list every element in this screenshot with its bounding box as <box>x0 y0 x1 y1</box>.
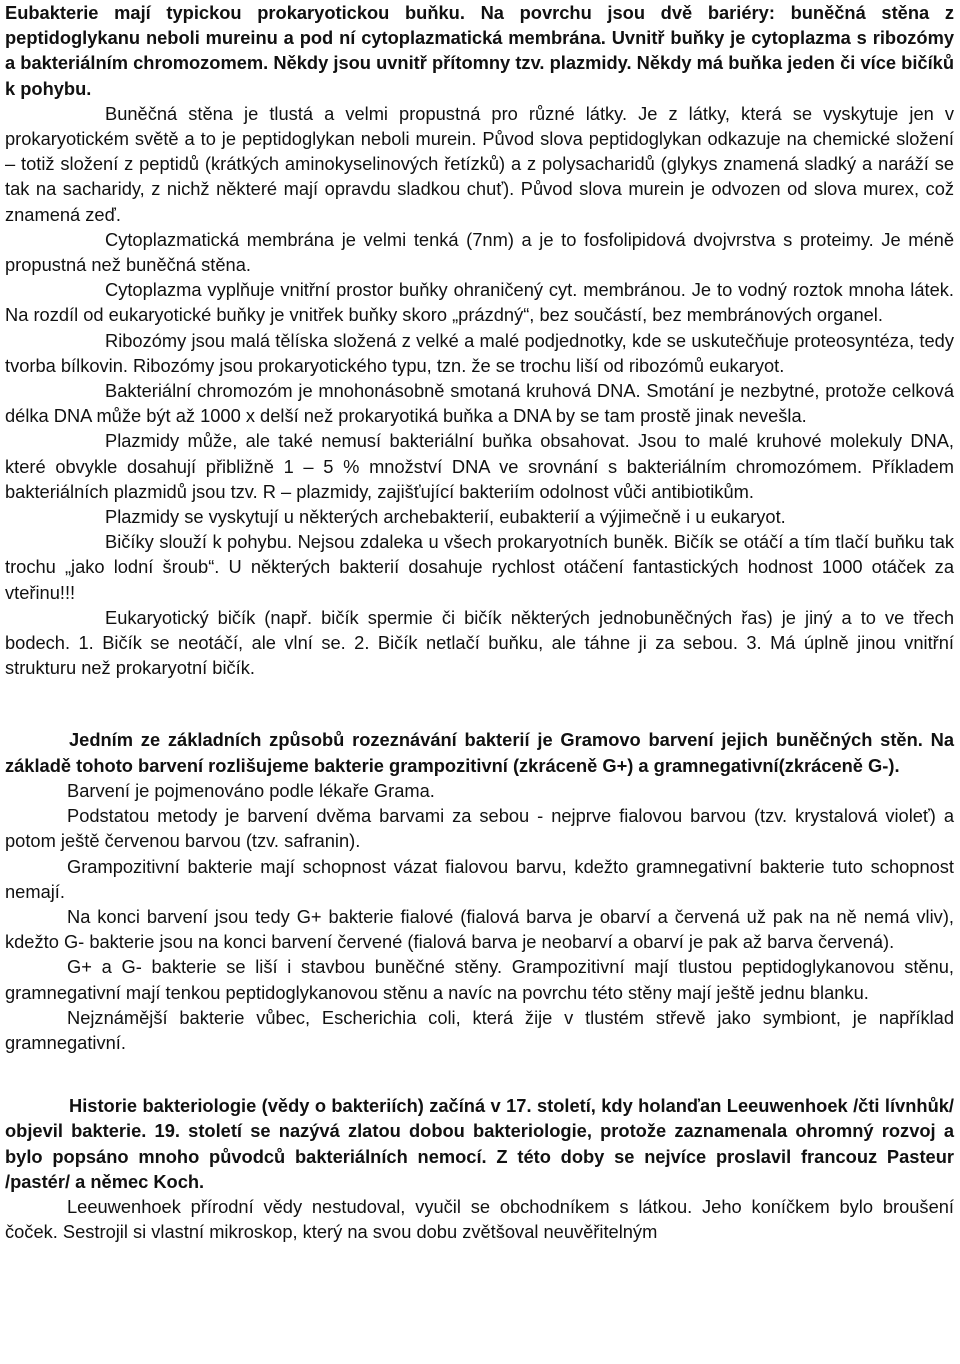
flagella-paragraph <box>5 529 954 605</box>
cytoplasm-paragraph <box>5 277 954 327</box>
gram-method-paragraph-text: Podstatou metody je barvení dvěma barvami za sebou - nejprve fialovou barvou (tzv. krystalová violeť) a potom ještě červenou barvou (tzv. safranin). <box>5 805 954 852</box>
gram-result-paragraph-text: Na konci barvení jsou tedy G+ bakterie fialové (fialová barva je obarví a červená už pak na ně nemá vliv), kdežto G- bakterie jsou na konci barvení červené (fialová barva je neobarví a obarví je pak až barva červená). <box>5 905 954 953</box>
gram-structure-paragraph <box>5 954 954 1004</box>
intro-paragraph-text: Eubakterie mají typickou prokaryotickou buňku. Na povrchu jsou dvě bariéry: buněčná stěna z peptidoglykanu neboli mureinu a pod ní cytoplazmatická membrána. Uvnitř buňky je cytoplazma s ribozómy a bakteriálním chromozomem. Někdy jsou uvnitř přítomny tzv. plazmidy. Někdy má buňka jeden či více bičíků k pohybu. <box>5 2 954 99</box>
gram-named-paragraph <box>5 778 954 803</box>
ecoli-paragraph-text: Nejznámější bakterie vůbec, Escherichia coli, která žije v tlustém střevě jako symbiont, je například gramnegativní. <box>5 1006 954 1053</box>
cytoplasm-paragraph-text: Cytoplazma vyplňuje vnitřní prostor buňky ohraničený cyt. membránou. Je to vodný roztok mnoha látek. Na rozdíl od eukaryotické buňky je vnitřek buňky skoro „prázdný“, bez součástí, bez membránových organel. <box>5 279 954 326</box>
gram-heading-paragraph <box>5 727 954 777</box>
gram-structure-paragraph-text: G+ a G- bakterie se liší i stavbou buněčné stěny. Grampozitivní mají tlustou peptidoglykanovou stěnu, gramnegativní mají tenkou peptidoglykanovou stěnu a navíc na povrchu této stěny mají ještě jednu blanku. <box>5 956 954 1003</box>
gram-method-paragraph <box>5 803 954 853</box>
leeuwenhoek-paragraph <box>5 1194 954 1244</box>
ribosomes-paragraph <box>5 328 954 378</box>
plasmids-paragraph <box>5 428 954 504</box>
history-heading-paragraph-text: Historie bakteriologie (vědy o bakteriích) začíná v 17. století, kdy holanďan Leeuwenhoek /čti lívnhůk/ objevil bakterie. 19. století se nazývá zlatou dobou bakteriologie, protože zaznamenala ohromný rozvoj a bylo popsáno mnoho původců bakteriálních nemocí. Z této doby se nejvíce proslavil francouz Pasteur /pastér/ a němec Koch. <box>5 1095 954 1192</box>
gram-named-paragraph-text: Barvení je pojmenováno podle lékaře Grama. <box>67 779 435 801</box>
history-heading-paragraph <box>5 1093 954 1194</box>
membrane-paragraph-text: Cytoplazmatická membrána je velmi tenká (7nm) a je to fosfolipidová dvojvrstva s proteimy. Je méně propustná než buněčná stěna. <box>5 228 954 276</box>
plasmids-occurrence-paragraph <box>5 504 954 529</box>
membrane-paragraph <box>5 227 954 277</box>
cell-wall-paragraph <box>5 101 954 227</box>
intro-paragraph <box>5 0 954 101</box>
plasmids-paragraph-text: Plazmidy může, ale také nemusí bakteriální buňka obsahovat. Jsou to malé kruhové molekuly DNA, které obvykle dosahují přibližně 1 – 5 % množství DNA ve srovnání s bakteriálním chromozómem. Příkladem bakteriálních plazmidů jsou tzv. R – plazmidy, zajišťující bakteriím odolnost vůči antibiotikům. <box>5 430 954 502</box>
leeuwenhoek-paragraph-text: Leeuwenhoek přírodní vědy nestudoval, vyučil se obchodníkem s látkou. Jeho koníčkem bylo broušení čoček. Sestrojil si vlastní mikroskop, který na svou dobu zvětšoval neuvěřitelným <box>5 1195 954 1243</box>
chromosome-paragraph-text: Bakteriální chromozóm je mnohonásobně smotaná kruhová DNA. Smotání je nezbytné, protože celková délka DNA může být až 1000 x delší než prokaryotiká buňka a DNA by se tam prostě jinak nevešla. <box>5 380 954 427</box>
cell-wall-paragraph-text: Buněčná stěna je tlustá a velmi propustná pro různé látky. Je z látky, která se vyskytuje jen v prokaryotickém světě a to je peptidoglykan neboli murein. Původ slova peptidoglykan odkazuje na chemické složení – totiž složení z peptidů (krátkých aminokyselinových řetízků) a z polysacharidů (glykys znamená sladký a naráží se tak na sacharidy, z nichž některé mají opravdu sladkou chuť). Původ slova murein je odvozen od slova murex, což znamená zeď. <box>5 102 954 225</box>
gram-heading-paragraph-text: Jedním ze základních způsobů rozeznávání bakterií je Gramovo barvení jejich buněčných stěn. Na základě tohoto barvení rozlišujeme bakterie grampozitivní (zkráceně G+) a gramnegativní(zkráceně G-). <box>5 729 954 776</box>
gram-result-paragraph <box>5 904 954 954</box>
flagella-paragraph-text: Bičíky slouží k pohybu. Nejsou zdaleka u všech prokaryotních buněk. Bičík se otáčí a tím tlačí buňku tak trochu „jako lodní šroub“. U některých bakterií dosahuje rychlost otáčení fantastických hodnost 1000 otáček za vteřinu!!! <box>5 531 954 603</box>
gram-positive-paragraph <box>5 854 954 904</box>
eukaryotic-flagellum-paragraph-text: Eukaryotický bičík (např. bičík spermie či bičík některých jednobuněčných řas) je jiný a to ve třech bodech. 1. Bičík se neotáčí, ale vlní se. 2. Bičík netlačí buňku, ale táhne ji za sebou. 3. Má úplně jinou vnitřní strukturu než prokaryotní bičík. <box>5 606 954 679</box>
ribosomes-paragraph-text: Ribozómy jsou malá tělíska složená z velké a malé podjednotky, kde se uskutečňuje proteosyntéza, tedy tvorba bílkovin. Ribozómy jsou prokaryotického typu, tzn. že se trochu liší od ribozómů eukaryot. <box>5 329 954 376</box>
gram-positive-paragraph-text: Grampozitivní bakterie mají schopnost vázat fialovou barvu, kdežto gramnegativní bakterie tuto schopnost nemají. <box>5 855 954 902</box>
chromosome-paragraph <box>5 378 954 428</box>
ecoli-paragraph <box>5 1005 954 1055</box>
plasmids-occurrence-paragraph-text: Plazmidy se vyskytují u některých archebakterií, eubakterií a výjimečně i u eukaryot. <box>105 506 786 528</box>
eukaryotic-flagellum-paragraph <box>5 605 954 681</box>
